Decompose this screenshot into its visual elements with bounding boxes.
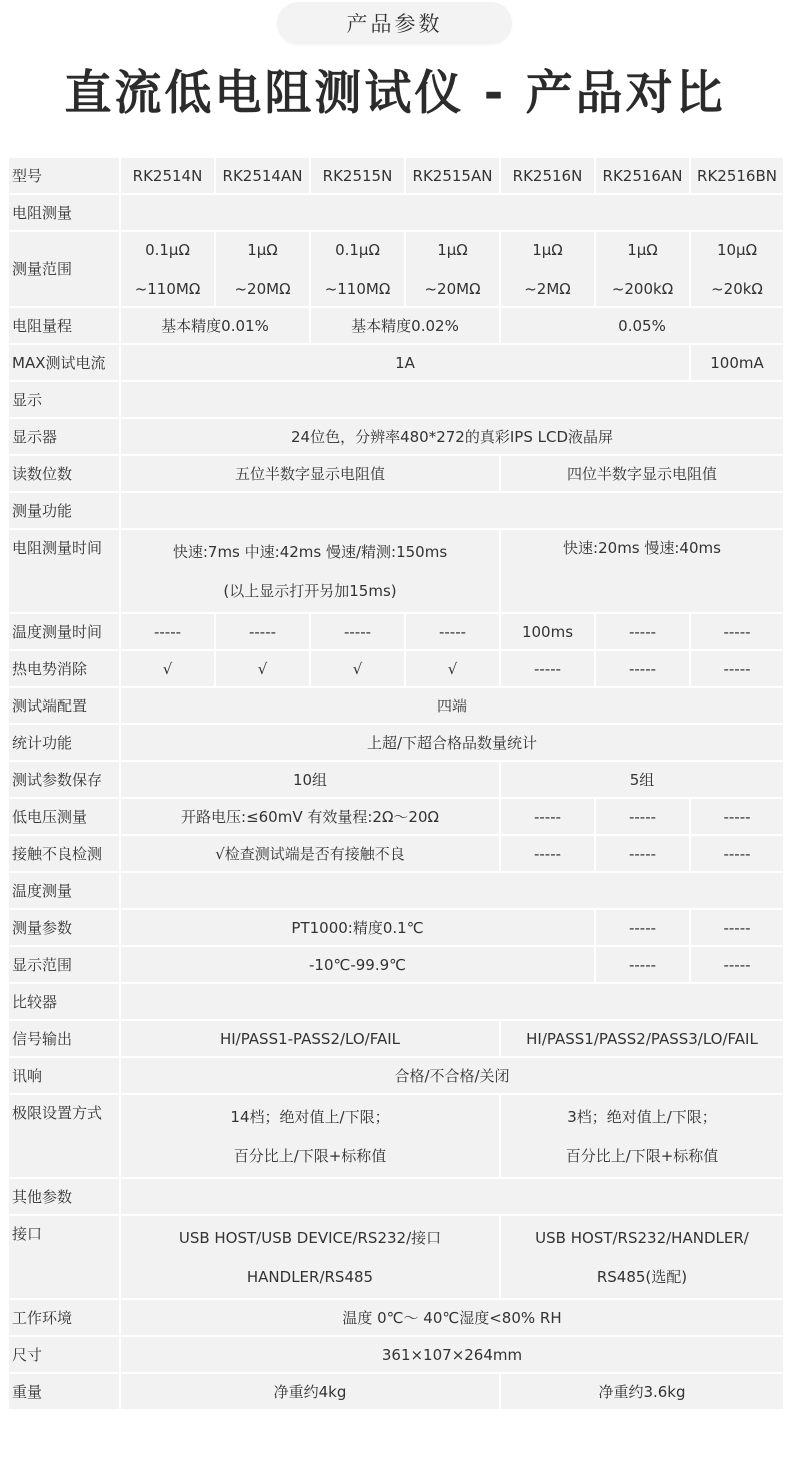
value-cell: √ (121, 651, 214, 686)
range-cell (596, 232, 689, 306)
section-label: 测量功能 (9, 493, 119, 528)
section-label: 电阻测量 (9, 195, 119, 230)
value-cell (501, 1095, 783, 1177)
range-cell (311, 232, 404, 306)
value-cell: 温度 0℃～ 40℃湿度<80% RH (121, 1300, 783, 1335)
row-label: 讯响 (9, 1058, 119, 1093)
row-range (9, 232, 783, 306)
row-display (9, 419, 783, 454)
row-temp-param (9, 910, 783, 945)
value-cell (121, 1095, 499, 1177)
row-label: 测量参数 (9, 910, 119, 945)
row-temp-range (9, 947, 783, 982)
value-cell: 五位半数字显示电阻值 (121, 456, 499, 491)
row-save (9, 762, 783, 797)
value-cell: ----- (121, 614, 214, 649)
model-cell: RK2515AN (406, 158, 499, 193)
section-label: 温度测量 (9, 873, 119, 908)
row-label: 显示器 (9, 419, 119, 454)
row-limit (9, 1095, 783, 1177)
section-row-temperature (9, 873, 783, 908)
limit-line2: 百分比上/下限+标称值 (233, 1146, 387, 1165)
section-label: 其他参数 (9, 1179, 119, 1214)
limit-line1: 3档；绝对值上/下限； (567, 1107, 717, 1126)
row-low-voltage (9, 799, 783, 834)
value-cell: -10℃-99.9℃ (121, 947, 594, 982)
section-row-resistance (9, 195, 783, 230)
value-cell: 1A (121, 345, 689, 380)
range-min: 1μΩ (627, 240, 658, 259)
range-min: 1μΩ (247, 240, 278, 259)
limit-line2: 百分比上/下限+标称值 (565, 1146, 719, 1165)
row-label: 信号输出 (9, 1021, 119, 1056)
model-cell: RK2516AN (596, 158, 689, 193)
range-cell (691, 232, 783, 306)
section-row-function (9, 493, 783, 528)
row-label: 统计功能 (9, 725, 119, 760)
value-cell: 24位色，分辨率480*272的真彩IPS LCD液晶屏 (121, 419, 783, 454)
value-cell (501, 1216, 783, 1298)
value-cell: ----- (501, 651, 594, 686)
value-cell: 净重约4kg (121, 1374, 499, 1409)
section-fill (121, 984, 783, 1019)
row-statistics (9, 725, 783, 760)
row-resistance-time (9, 530, 783, 612)
row-temp-time (9, 614, 783, 649)
value-cell: ----- (596, 836, 689, 871)
range-cell (501, 232, 594, 306)
row-digits (9, 456, 783, 491)
section-fill (121, 1179, 783, 1214)
rtime-line2: (以上显示打开另加15ms) (223, 581, 397, 600)
value-cell: 361×107×264mm (121, 1337, 783, 1372)
section-label: 显示 (9, 382, 119, 417)
value-cell: ----- (216, 614, 309, 649)
row-emf (9, 651, 783, 686)
iface-line1: USB HOST/USB DEVICE/RS232/接口 (178, 1228, 442, 1247)
row-accuracy (9, 308, 783, 343)
value-cell: ----- (691, 799, 783, 834)
value-cell: √检查测试端是否有接触不良 (121, 836, 499, 871)
row-label: 工作环境 (9, 1300, 119, 1335)
row-beep (9, 1058, 783, 1093)
value-cell: ----- (501, 836, 594, 871)
row-label: MAX测试电流 (9, 345, 119, 380)
value-cell: √ (311, 651, 404, 686)
range-cell (216, 232, 309, 306)
range-max: ~20MΩ (234, 279, 291, 298)
rtime-line1: 快速:7ms 中速:42ms 慢速/精测:150ms (172, 542, 448, 561)
model-cell: RK2516BN (691, 158, 783, 193)
iface-line2: HANDLER/RS485 (246, 1267, 374, 1286)
row-current (9, 345, 783, 380)
range-max: ~200kΩ (611, 279, 674, 298)
row-terminal (9, 688, 783, 723)
range-min: 1μΩ (532, 240, 563, 259)
value-cell: 四位半数字显示电阻值 (501, 456, 783, 491)
section-row-comparator (9, 984, 783, 1019)
value-cell: ----- (691, 947, 783, 982)
row-label: 接口 (9, 1216, 119, 1298)
row-label: 测试端配置 (9, 688, 119, 723)
iface-line1: USB HOST/RS232/HANDLER/ (535, 1228, 749, 1247)
value-cell: HI/PASS1-PASS2/LO/FAIL (121, 1021, 499, 1056)
section-fill (121, 195, 783, 230)
range-cell (406, 232, 499, 306)
row-model (9, 158, 783, 193)
range-max: ~2MΩ (524, 279, 571, 298)
value-cell (121, 530, 499, 612)
row-label: 显示范围 (9, 947, 119, 982)
value-cell: 开路电压:≤60mV 有效量程:2Ω～20Ω (121, 799, 499, 834)
value-cell: √ (216, 651, 309, 686)
row-label: 测试参数保存 (9, 762, 119, 797)
row-size (9, 1337, 783, 1372)
range-min: 0.1μΩ (335, 240, 380, 259)
row-label: 电阻量程 (9, 308, 119, 343)
row-label: 重量 (9, 1374, 119, 1409)
row-signal (9, 1021, 783, 1056)
value-cell: ----- (691, 836, 783, 871)
model-cell: RK2515N (311, 158, 404, 193)
value-cell: ----- (501, 799, 594, 834)
limit-line1: 14档；绝对值上/下限； (230, 1107, 390, 1126)
comparison-table (7, 156, 785, 1411)
value-cell: PT1000:精度0.1℃ (121, 910, 594, 945)
page-title: 直流低电阻测试仪 - 产品对比 (64, 66, 726, 121)
value-cell: ----- (406, 614, 499, 649)
value-cell: HI/PASS1/PASS2/PASS3/LO/FAIL (501, 1021, 783, 1056)
row-label: 尺寸 (9, 1337, 119, 1372)
section-fill (121, 493, 783, 528)
section-fill (121, 873, 783, 908)
value-cell: 0.05% (501, 308, 783, 343)
range-cell (121, 232, 214, 306)
value-cell: 合格/不合格/关闭 (121, 1058, 783, 1093)
value-cell: √ (406, 651, 499, 686)
row-weight (9, 1374, 783, 1409)
value-cell: 10组 (121, 762, 499, 797)
row-label: 极限设置方式 (9, 1095, 119, 1177)
value-cell: ----- (596, 910, 689, 945)
row-label: 电阻测量时间 (9, 530, 119, 612)
row-environment (9, 1300, 783, 1335)
iface-line2: RS485(选配) (596, 1267, 688, 1286)
range-max: ~20MΩ (424, 279, 481, 298)
value-cell: 基本精度0.02% (311, 308, 499, 343)
model-cell: RK2514AN (216, 158, 309, 193)
value-cell: 四端 (121, 688, 783, 723)
range-max: ~20kΩ (711, 279, 763, 298)
value-cell: 快速:20ms 慢速:40ms (501, 530, 783, 612)
value-cell: ----- (691, 614, 783, 649)
row-label: 型号 (9, 158, 119, 193)
row-interface (9, 1216, 783, 1298)
row-label: 读数位数 (9, 456, 119, 491)
range-min: 1μΩ (437, 240, 468, 259)
value-cell: ----- (596, 799, 689, 834)
section-pill: 产品参数 (277, 2, 512, 44)
value-cell: ----- (691, 651, 783, 686)
row-label: 测量范围 (9, 232, 119, 306)
value-cell: 100mA (691, 345, 783, 380)
value-cell: ----- (596, 947, 689, 982)
section-row-display (9, 382, 783, 417)
value-cell: ----- (311, 614, 404, 649)
range-max: ~110MΩ (134, 279, 201, 298)
value-cell: 上超/下超合格品数量统计 (121, 725, 783, 760)
value-cell: 净重约3.6kg (501, 1374, 783, 1409)
row-label: 温度测量时间 (9, 614, 119, 649)
section-label: 比较器 (9, 984, 119, 1019)
row-label: 低电压测量 (9, 799, 119, 834)
row-label: 热电势消除 (9, 651, 119, 686)
row-label: 接触不良检测 (9, 836, 119, 871)
range-max: ~110MΩ (324, 279, 391, 298)
range-min: 10μΩ (716, 240, 758, 259)
value-cell: 100ms (501, 614, 594, 649)
model-cell: RK2516N (501, 158, 594, 193)
model-cell: RK2514N (121, 158, 214, 193)
section-row-other (9, 1179, 783, 1214)
row-contact (9, 836, 783, 871)
value-cell: 基本精度0.01% (121, 308, 309, 343)
range-min: 0.1μΩ (145, 240, 190, 259)
value-cell: ----- (691, 910, 783, 945)
value-cell: ----- (596, 614, 689, 649)
value-cell: ----- (596, 651, 689, 686)
value-cell: 5组 (501, 762, 783, 797)
section-fill (121, 382, 783, 417)
value-cell (121, 1216, 499, 1298)
